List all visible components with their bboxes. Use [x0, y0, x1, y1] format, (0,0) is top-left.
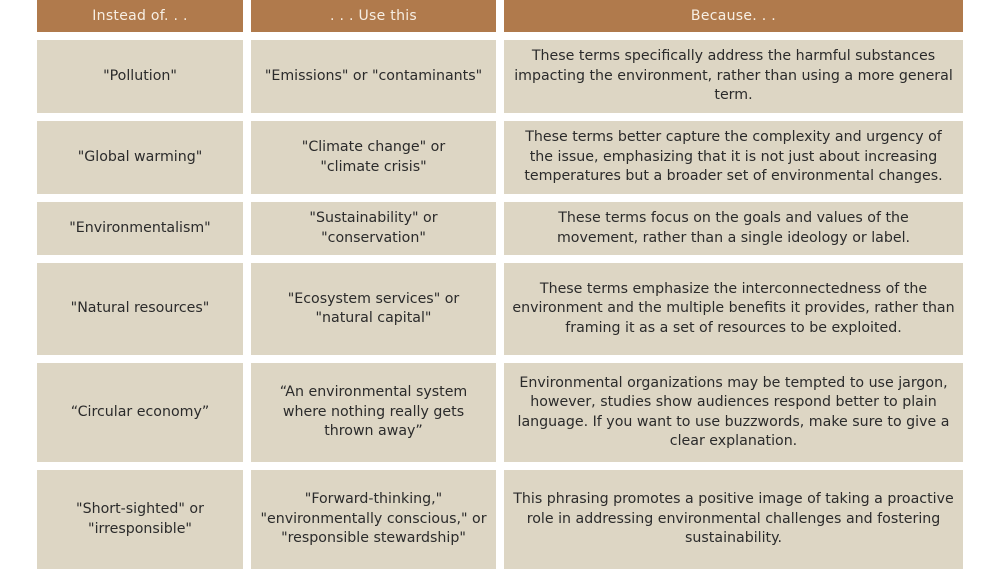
terminology-table: [37, 0, 963, 569]
header-instead-of: Instead of. . .: [37, 0, 243, 32]
header-use-this: . . . Use this: [251, 0, 496, 32]
row-6-instead-cell: "Short-sighted" or "irresponsible": [37, 470, 243, 569]
row-2-because-cell: These terms better capture the complexity and urgency of the issue, emphasizing that it is not just about increasing temperatures but a broader set of environmental changes.: [504, 121, 963, 194]
row-2-use-cell: "Climate change" or "climate crisis": [251, 121, 496, 194]
row-5-use-cell: “An environmental system where nothing really gets thrown away”: [251, 363, 496, 462]
row-3-use-cell: "Sustainability" or "conservation": [251, 202, 496, 255]
row-3-instead-cell: "Environmentalism": [37, 202, 243, 255]
row-5-instead-cell: “Circular economy”: [37, 363, 243, 462]
row-5-because-cell: Environmental organizations may be tempted to use jargon, however, studies show audiences respond better to plain language. If you want to use buzzwords, make sure to give a clear explanation.: [504, 363, 963, 462]
row-2-instead-cell: "Global warming": [37, 121, 243, 194]
row-1-instead-cell: "Pollution": [37, 40, 243, 113]
row-4-use-cell: "Ecosystem services" or "natural capital": [251, 263, 496, 355]
row-4-because-cell: These terms emphasize the interconnectedness of the environment and the multiple benefits it provides, rather than framing it as a set of resources to be exploited.: [504, 263, 963, 355]
row-3-because-cell: These terms focus on the goals and values of the movement, rather than a single ideology or label.: [504, 202, 963, 255]
header-because: Because. . .: [504, 0, 963, 32]
row-1-because-cell: These terms specifically address the harmful substances impacting the environment, rather than using a more general term.: [504, 40, 963, 113]
row-6-use-cell: "Forward-thinking," "environmentally conscious," or "responsible stewardship": [251, 470, 496, 569]
row-1-use-cell: "Emissions" or "contaminants": [251, 40, 496, 113]
row-6-because-cell: This phrasing promotes a positive image of taking a proactive role in addressing environmental challenges and fostering sustainability.: [504, 470, 963, 569]
row-4-instead-cell: "Natural resources": [37, 263, 243, 355]
